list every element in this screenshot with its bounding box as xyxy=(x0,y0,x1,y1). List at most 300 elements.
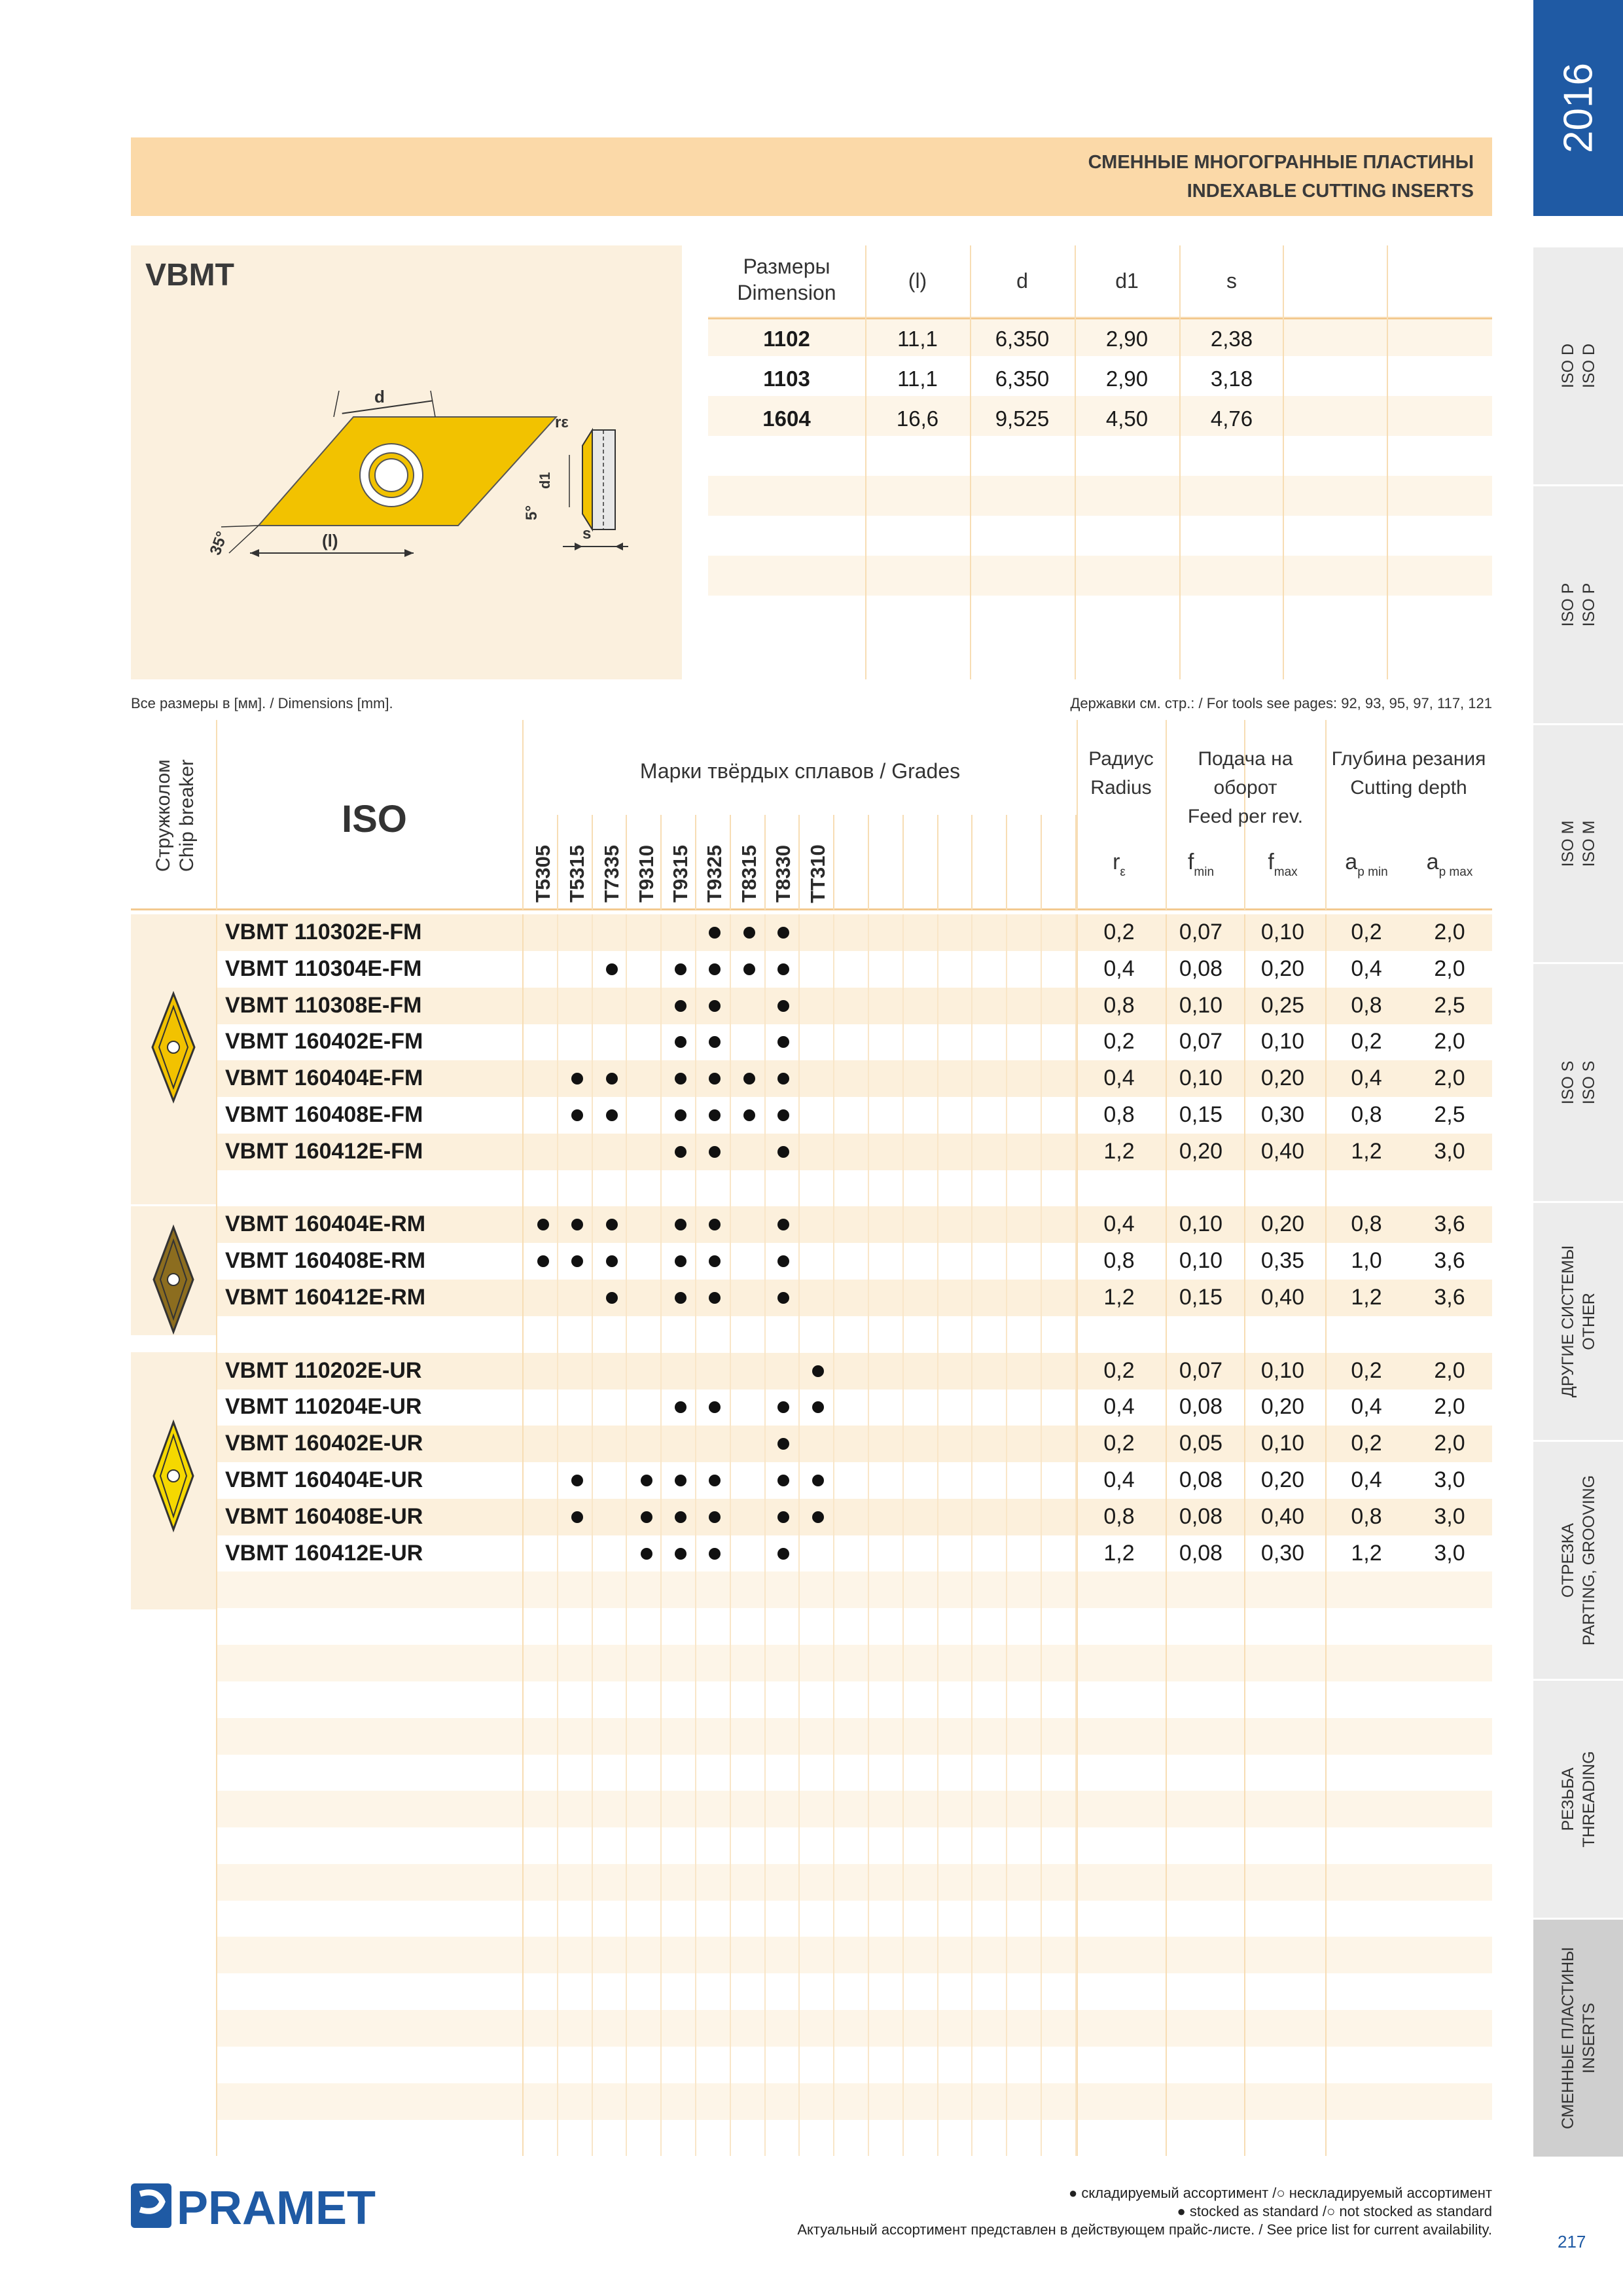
label-re: rε xyxy=(555,414,569,431)
stock-dot xyxy=(571,1109,583,1121)
value-r: 0,8 xyxy=(1103,992,1135,1018)
stock-dot xyxy=(606,1255,618,1267)
stock-dot xyxy=(777,1438,789,1450)
stock-dot xyxy=(743,1109,755,1121)
value-r: 1,2 xyxy=(1103,1285,1135,1310)
body-col-line xyxy=(216,914,217,2156)
stock-dot xyxy=(709,1000,721,1012)
body-grade-line xyxy=(660,914,662,2156)
value-fmax: 0,10 xyxy=(1260,920,1305,944)
symbol-sym_fmin xyxy=(1162,850,1240,880)
dimension-table xyxy=(708,245,1492,679)
table-row xyxy=(216,1170,1492,1207)
stock-dot xyxy=(812,1365,824,1377)
symbol-main: f xyxy=(1187,850,1194,874)
symbol-sym_r xyxy=(1080,850,1158,880)
value-fmax: 0,20 xyxy=(1260,956,1305,981)
dim-col-header: (l) xyxy=(908,269,927,293)
value-fmin: 0,07 xyxy=(1179,920,1223,944)
value-fmin: 0,05 xyxy=(1179,1431,1223,1456)
insert-code: VBMT 160408E-FM xyxy=(225,1102,423,1127)
stock-dot xyxy=(537,1255,549,1267)
grade-T9325: T9325 xyxy=(703,845,726,903)
table-row xyxy=(216,1280,1492,1316)
year-tab xyxy=(1533,0,1623,216)
header-col-line xyxy=(522,720,524,910)
stock-dot xyxy=(777,1255,789,1267)
value-fmin: 0,07 xyxy=(1179,1029,1223,1054)
grade-col-line xyxy=(626,815,627,910)
depth-en: Cutting depth xyxy=(1350,777,1467,798)
value-fmin: 0,08 xyxy=(1179,1503,1223,1529)
side-tab-line1: ДРУГИЕ СИСТЕМЫ xyxy=(1558,1245,1577,1398)
feed-en: Feed per rev. xyxy=(1187,806,1304,827)
label-s: s xyxy=(582,525,592,543)
value-fmax: 0,10 xyxy=(1260,1357,1305,1383)
side-tab-label xyxy=(1558,1246,1599,1397)
side-tab-line1: ОТРЕЗКА xyxy=(1558,1523,1577,1598)
stock-dot xyxy=(812,1511,824,1523)
stock-dot xyxy=(709,1036,721,1048)
side-tab-7[interactable] xyxy=(1533,1920,1623,2157)
dim-col-line xyxy=(1179,245,1181,679)
dim-cell-d: 6,350 xyxy=(995,367,1050,391)
dim-cell-d1: 4,50 xyxy=(1105,406,1149,431)
dim-col-header: d xyxy=(1016,269,1028,293)
stock-dot xyxy=(709,1548,721,1560)
insert-code: VBMT 110202E-UR xyxy=(225,1357,422,1383)
radius-en: Radius xyxy=(1090,777,1152,798)
dim-row-stripe xyxy=(708,516,1492,556)
value-fmin: 0,08 xyxy=(1179,956,1223,981)
value-r: 0,8 xyxy=(1103,1102,1135,1127)
value-apmax: 3,0 xyxy=(1434,1503,1465,1529)
value-apmin: 0,8 xyxy=(1351,992,1382,1018)
table-row xyxy=(216,1389,1492,1426)
table-row xyxy=(216,1608,1492,1645)
stock-dot xyxy=(675,1511,687,1523)
stock-dot xyxy=(709,1255,721,1267)
stock-dot xyxy=(777,1000,789,1012)
table-row xyxy=(216,1937,1492,1973)
body-grade-line xyxy=(902,914,904,2156)
stock-dot xyxy=(675,963,687,975)
fm-chipbreaker-icon xyxy=(147,982,200,1113)
insert-code: VBMT 160404E-UR xyxy=(225,1467,423,1492)
side-tab-line1: РЕЗЬБА xyxy=(1558,1767,1577,1831)
value-apmin: 1,0 xyxy=(1351,1248,1382,1274)
stock-dot xyxy=(675,1073,687,1085)
value-fmin: 0,08 xyxy=(1179,1394,1223,1420)
side-tab-label xyxy=(1558,821,1599,867)
value-r: 1,2 xyxy=(1103,1540,1135,1566)
grade-col-line xyxy=(1006,815,1007,910)
body-grade-line xyxy=(868,914,869,2156)
grade-T5305: T5305 xyxy=(531,845,554,903)
symbol-sub: p max xyxy=(1438,865,1473,879)
stock-dot xyxy=(709,1292,721,1304)
grade-col-line xyxy=(937,815,938,910)
value-apmax: 2,0 xyxy=(1434,1029,1465,1054)
body-grade-line xyxy=(937,914,938,2156)
legend-en: ● stocked as standard /○ not stocked as standard xyxy=(1177,2203,1492,2219)
chipbreaker-ru: Стружколом xyxy=(152,759,174,872)
table-row xyxy=(216,1791,1492,1827)
table-row xyxy=(216,1426,1492,1462)
grade-col-line xyxy=(730,815,731,910)
side-tab-line2: OTHER xyxy=(1579,1293,1598,1350)
dim-col-line xyxy=(1387,245,1388,679)
stock-dot xyxy=(743,1073,755,1085)
table-row xyxy=(216,1681,1492,1718)
insert-drawing-panel xyxy=(131,245,682,679)
value-r: 0,4 xyxy=(1103,1211,1135,1237)
insert-code: VBMT 110304E-FM xyxy=(225,956,422,981)
dim-col-header: s xyxy=(1226,269,1237,293)
dim-cell-s: 2,38 xyxy=(1210,327,1253,351)
body-grade-line xyxy=(1006,914,1007,2156)
table-row xyxy=(216,1462,1492,1499)
insert-code: VBMT 160412E-RM xyxy=(225,1285,426,1310)
grade-T8330: T8330 xyxy=(772,845,794,903)
side-tab-0[interactable] xyxy=(1533,247,1623,484)
stock-dot xyxy=(709,1219,721,1230)
stock-dot xyxy=(606,1109,618,1121)
insert-code: VBMT 160404E-RM xyxy=(225,1211,426,1237)
dim-col-line xyxy=(970,245,971,679)
symbol-sym_apmax xyxy=(1410,850,1489,880)
table-row xyxy=(216,1206,1492,1243)
side-tab-label xyxy=(1558,1947,1599,2129)
stock-dot xyxy=(675,1255,687,1267)
side-tab-label xyxy=(1558,583,1599,627)
value-r: 0,2 xyxy=(1103,1357,1135,1383)
side-tab-2[interactable] xyxy=(1533,725,1623,962)
symbol-sym_fmax xyxy=(1243,850,1322,880)
iso-header: ISO xyxy=(342,798,407,840)
value-fmin: 0,07 xyxy=(1179,1357,1223,1383)
dim-header-ru: Размеры xyxy=(743,255,830,278)
table-row xyxy=(216,951,1492,988)
stock-dot xyxy=(709,1511,721,1523)
grade-T8315: T8315 xyxy=(738,845,760,903)
side-tab-label xyxy=(1558,344,1599,388)
stock-dot xyxy=(537,1219,549,1230)
label-d1: d1 xyxy=(537,472,553,489)
side-tab-line1: ISO M xyxy=(1558,820,1577,867)
value-apmax: 2,0 xyxy=(1434,1394,1465,1420)
stock-dot xyxy=(709,1109,721,1121)
insert-code: VBMT 110302E-FM xyxy=(225,920,422,944)
value-apmax: 2,0 xyxy=(1434,956,1465,981)
table-row xyxy=(216,1864,1492,1901)
value-fmin: 0,10 xyxy=(1179,1211,1223,1237)
value-r: 0,4 xyxy=(1103,1066,1135,1091)
side-tab-line1: СМЕННЫЕ ПЛАСТИНЫ xyxy=(1558,1946,1577,2130)
stock-dot xyxy=(571,1511,583,1523)
dims-note: Все размеры в [мм]. / Dimensions [mm]. xyxy=(131,695,393,711)
table-row xyxy=(216,2119,1492,2156)
feed-ru: Подача на оборот xyxy=(1198,748,1293,798)
holders-note: Державки см. стр.: / For tools see pages: 92, 93, 95, 97, 117, 121 xyxy=(1070,695,1492,711)
stock-dot xyxy=(675,1219,687,1230)
stock-dot xyxy=(675,1146,687,1158)
stock-dot xyxy=(675,1475,687,1486)
symbol-main: a xyxy=(1345,850,1358,874)
value-fmax: 0,10 xyxy=(1260,1431,1305,1456)
body-grade-line xyxy=(833,914,834,2156)
stock-dot xyxy=(743,963,755,975)
side-tab-line1: ISO S xyxy=(1558,1060,1577,1105)
body-grade-line xyxy=(971,914,972,2156)
insert-code: VBMT 160408E-UR xyxy=(225,1503,423,1529)
value-apmin: 0,4 xyxy=(1351,1066,1382,1091)
side-tab-line2: INSERTS xyxy=(1579,2003,1598,2073)
value-apmax: 2,0 xyxy=(1434,1357,1465,1383)
value-fmax: 0,30 xyxy=(1260,1102,1305,1127)
dim-cell-s: 3,18 xyxy=(1210,367,1253,391)
stock-dot xyxy=(777,1109,789,1121)
value-apmax: 3,0 xyxy=(1434,1138,1465,1164)
table-row xyxy=(216,988,1492,1024)
grade-T7335: T7335 xyxy=(600,845,623,903)
grade-col-line xyxy=(592,815,593,910)
table-row xyxy=(216,2047,1492,2083)
table-row xyxy=(216,1571,1492,1608)
dim-cell-size: 1103 xyxy=(763,367,810,391)
side-tab-1[interactable] xyxy=(1533,486,1623,723)
dim-col-line xyxy=(1283,245,1284,679)
stock-dot xyxy=(641,1475,652,1486)
value-r: 0,4 xyxy=(1103,1394,1135,1420)
insert-code: VBMT 160402E-UR xyxy=(225,1431,423,1456)
value-r: 0,2 xyxy=(1103,920,1135,944)
label-l: (l) xyxy=(322,531,338,550)
stock-dot xyxy=(571,1475,583,1486)
header-col-line xyxy=(216,720,217,910)
symbol-sym_apmin xyxy=(1327,850,1406,880)
body-grade-line xyxy=(764,914,766,2156)
stock-dot xyxy=(709,1475,721,1486)
symbol-main: f xyxy=(1268,850,1274,874)
grade-T9310: T9310 xyxy=(635,845,658,903)
stock-dot xyxy=(641,1511,652,1523)
value-apmin: 0,8 xyxy=(1351,1102,1382,1127)
value-apmin: 0,4 xyxy=(1351,1394,1382,1420)
value-fmax: 0,40 xyxy=(1260,1503,1305,1529)
stock-dot xyxy=(606,1219,618,1230)
table-row xyxy=(216,1754,1492,1791)
stock-dot xyxy=(571,1255,583,1267)
table-row xyxy=(216,1060,1492,1097)
stock-dot xyxy=(777,1401,789,1413)
insert-code: VBMT 110308E-FM xyxy=(225,992,422,1018)
value-apmax: 3,6 xyxy=(1434,1211,1465,1237)
value-apmax: 3,0 xyxy=(1434,1467,1465,1492)
table-row xyxy=(216,1499,1492,1535)
table-row xyxy=(216,1024,1492,1060)
radius-ru: Радиус xyxy=(1088,748,1154,770)
dim-row-stripe xyxy=(708,476,1492,516)
side-tab-line1: ISO P xyxy=(1558,583,1577,627)
dim-cell-d: 6,350 xyxy=(995,327,1050,351)
stock-dot xyxy=(777,1219,789,1230)
value-r: 0,2 xyxy=(1103,1431,1135,1456)
chipbreaker-header xyxy=(152,759,199,872)
body-grade-line xyxy=(798,914,800,2156)
value-apmax: 3,0 xyxy=(1434,1540,1465,1566)
value-apmin: 0,8 xyxy=(1351,1211,1382,1237)
value-fmax: 0,20 xyxy=(1260,1211,1305,1237)
chipbreaker-en: Chip breaker xyxy=(176,759,198,872)
dim-cell-l: 16,6 xyxy=(896,406,939,431)
value-fmin: 0,20 xyxy=(1179,1138,1223,1164)
symbol-sub: p min xyxy=(1357,865,1388,879)
year-label: 2016 xyxy=(1556,63,1601,153)
value-fmax: 0,20 xyxy=(1260,1066,1305,1091)
depth-ru: Глубина резания xyxy=(1331,748,1486,770)
value-apmin: 0,2 xyxy=(1351,920,1382,944)
stock-dot xyxy=(709,927,721,939)
grade-col-line xyxy=(695,815,696,910)
dim-row-stripe xyxy=(708,556,1492,596)
insert-code: VBMT 160412E-UR xyxy=(225,1540,423,1566)
table-row xyxy=(216,1353,1492,1390)
grade-T5315: T5315 xyxy=(565,845,588,903)
stock-dot xyxy=(606,963,618,975)
side-tab-label xyxy=(1558,1061,1599,1105)
table-row xyxy=(216,1316,1492,1353)
ur-chipbreaker-icon xyxy=(147,1410,200,1541)
stock-dot xyxy=(777,1146,789,1158)
value-apmin: 0,2 xyxy=(1351,1029,1382,1054)
stock-dot xyxy=(777,927,789,939)
label-angle: 35° xyxy=(206,529,232,558)
side-tab-4[interactable] xyxy=(1533,1203,1623,1440)
grade-col-line xyxy=(798,815,800,910)
table-row xyxy=(216,1243,1492,1280)
insert-code: VBMT 160404E-FM xyxy=(225,1066,423,1091)
dim-cell-s: 4,76 xyxy=(1210,406,1253,431)
value-apmax: 3,6 xyxy=(1434,1285,1465,1310)
grade-col-line xyxy=(557,815,558,910)
value-apmin: 0,8 xyxy=(1351,1503,1382,1529)
stock-dot xyxy=(709,963,721,975)
feed-header xyxy=(1166,745,1325,831)
side-tab-3[interactable] xyxy=(1533,964,1623,1201)
value-apmin: 1,2 xyxy=(1351,1285,1382,1310)
side-tab-line2: ISO P xyxy=(1579,583,1598,627)
body-col-line xyxy=(1244,914,1245,2156)
dim-cell-d1: 2,90 xyxy=(1105,327,1149,351)
stock-dot xyxy=(571,1219,583,1230)
stock-dot xyxy=(675,1109,687,1121)
insert-code: VBMT 110204E-UR xyxy=(225,1394,422,1420)
pramet-logo xyxy=(131,2179,399,2232)
body-col-line xyxy=(1325,914,1327,2156)
body-col-line xyxy=(1166,914,1167,2156)
value-apmax: 2,5 xyxy=(1434,1102,1465,1127)
insert-code: VBMT 160412E-FM xyxy=(225,1138,423,1164)
symbol-sub: ε xyxy=(1120,865,1126,879)
grade-col-line xyxy=(971,815,972,910)
side-tab-line2: PARTING, GROOVING xyxy=(1579,1475,1598,1646)
table-row xyxy=(216,1645,1492,1681)
stock-dot xyxy=(675,1401,687,1413)
stock-dot xyxy=(812,1401,824,1413)
value-fmin: 0,10 xyxy=(1179,992,1223,1018)
body-grade-line xyxy=(557,914,558,2156)
value-fmin: 0,08 xyxy=(1179,1467,1223,1492)
symbol-sub: max xyxy=(1274,865,1298,879)
body-col-line xyxy=(1077,914,1078,2156)
symbol-main: r xyxy=(1113,850,1120,874)
value-fmin: 0,08 xyxy=(1179,1540,1223,1566)
body-col-line xyxy=(522,914,524,2156)
logo-text: PRAMET xyxy=(177,2182,376,2232)
label-angle5: 5° xyxy=(523,505,541,520)
table-row xyxy=(216,1535,1492,1572)
rm-chipbreaker-icon xyxy=(147,1214,200,1345)
grade-col-line xyxy=(902,815,904,910)
label-d: d xyxy=(374,387,385,406)
dim-header-label xyxy=(708,253,865,306)
insert-name: VBMT xyxy=(145,258,234,293)
value-apmax: 3,6 xyxy=(1434,1248,1465,1274)
dim-cell-size: 1102 xyxy=(763,327,810,351)
side-tab-line1: ISO D xyxy=(1558,343,1577,389)
value-fmax: 0,35 xyxy=(1260,1248,1305,1274)
value-apmin: 1,2 xyxy=(1351,1540,1382,1566)
value-r: 0,4 xyxy=(1103,1467,1135,1492)
value-fmax: 0,20 xyxy=(1260,1467,1305,1492)
dim-header-en: Dimension xyxy=(737,281,836,304)
section-title-en: INDEXABLE CUTTING INSERTS xyxy=(1186,181,1474,202)
body-grade-line xyxy=(1041,914,1042,2156)
grade-col-line xyxy=(764,815,766,910)
value-apmin: 0,4 xyxy=(1351,1467,1382,1492)
table-row xyxy=(216,2010,1492,2047)
grades-table-header xyxy=(131,720,1492,910)
dim-col-line xyxy=(1075,245,1076,679)
table-row xyxy=(216,1827,1492,1864)
stock-dot xyxy=(641,1548,652,1560)
body-grade-line xyxy=(1075,914,1077,2156)
dim-cell-size: 1604 xyxy=(762,406,811,431)
table-row xyxy=(216,1097,1492,1134)
grade-T9315: T9315 xyxy=(669,845,692,903)
side-tab-6[interactable] xyxy=(1533,1681,1623,1918)
dim-col-line xyxy=(865,245,866,679)
body-grade-line xyxy=(695,914,696,2156)
value-r: 0,4 xyxy=(1103,956,1135,981)
dim-cell-l: 11,1 xyxy=(897,367,938,391)
value-fmin: 0,10 xyxy=(1179,1066,1223,1091)
value-fmin: 0,10 xyxy=(1179,1248,1223,1274)
table-row xyxy=(216,1973,1492,2010)
side-tab-line2: ISO S xyxy=(1579,1060,1598,1105)
grades-title: Марки твёрдых сплавов / Grades xyxy=(639,759,961,783)
dim-row-stripe xyxy=(708,596,1492,636)
value-r: 1,2 xyxy=(1103,1138,1135,1164)
symbol-sub: min xyxy=(1194,865,1215,879)
side-tab-5[interactable] xyxy=(1533,1442,1623,1679)
insert-drawing xyxy=(131,245,682,679)
insert-code: VBMT 160402E-FM xyxy=(225,1029,423,1054)
value-fmax: 0,25 xyxy=(1260,992,1305,1018)
stock-dot xyxy=(777,1548,789,1560)
insert-code: VBMT 160408E-RM xyxy=(225,1248,426,1274)
